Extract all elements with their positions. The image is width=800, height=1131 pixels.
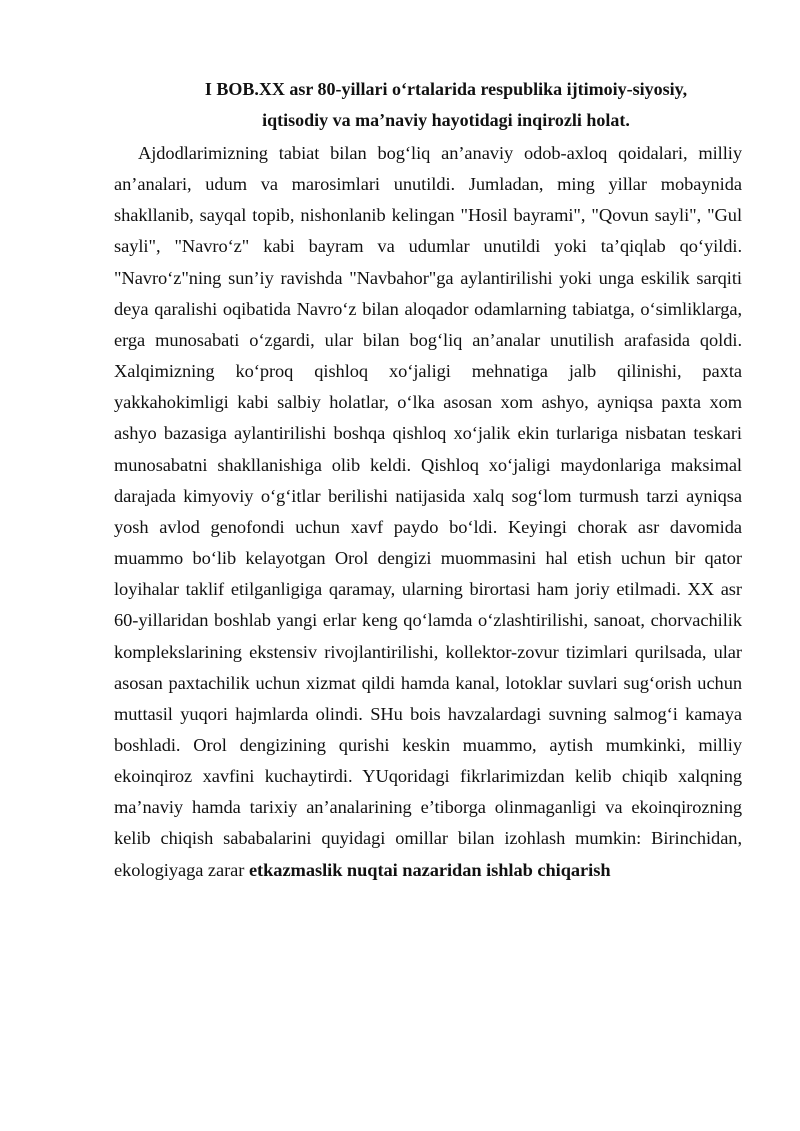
- body-paragraph-text: Ajdodlarimizning tabiat bilan bog‘liq an’anaviy odob-axloq qoidalari, milliy an’analari, udum va marosimlari unutildi. Jumladan, ming yillar mobaynida shakllanib, sayqal topib, nishonlanib kelingan "Hosil bayrami", "Qovun sayli", "Gul sayli", "Navro‘z" kabi bayram va udumlar unutildi yoki ta’qiqlab qo‘yildi. "Navro‘z"ning sun’iy ravishda "Navbahor"ga aylantirilishi yoki unga eskilik sarqiti deya qaralishi oqibatida Navro‘z bilan aloqador odamlarning tabiatga, o‘simliklarga, erga munosabati o‘zgardi, ular bilan bog‘liq an’analar unutilish arafasida qoldi. Xalqimizning ko‘proq qishloq xo‘jaligi mehnatiga jalb qilinishi, paxta yakkahokimligi kabi salbiy holatlar, o‘lka asosan xom ashyo, ayniqsa paxta xom ashyo bazasiga aylantirilishi boshqa qishloq xo‘jalik ekin turlariga nisbatan teskari munosabatni shakllanishiga olib keldi. Qishloq xo‘jaligi maydonlariga maksimal darajada kimyoviy o‘g‘itlar berilishi natijasida xalq sog‘lom turmush tarzi ayniqsa yosh avlod genofondi uchun xavf paydo bo‘ldi. Keyingi chorak asr davomida muammo bo‘lib kelayotgan Orol dengizi muommasini hal etish uchun bir qator loyihalar taklif etilganligiga qaramay, ularning birortasi ham joriy etilmadi. XX asr 60-yillaridan boshlab yangi erlar keng qo‘lamda o‘zlashtirilishi, sanoat, chorvachilik komplekslarining ekstensiv rivojlantirilishi, kollektor-zovur tizimlari qurilsada, ular asosan paxtachilik uchun xizmat qildi hamda kanal, lotoklar suvlari sug‘orish uchun muttasil yuqori hajmlarda olindi. SHu bois havzalardagi suvning salmog‘i kamaya boshladi. Orol dengizining qurishi keskin muammo, aytish mumkinki, milliy ekoinqiroz xavfini kuchaytirdi. YUqoridagi fikrlarimizdan kelib chiqib xalqning ma’naviy hamda tarixiy an’analarining e’tiborga olinmaganligi va ekoinqirozning kelib chiqish sababalarini quyidagi omillar bilan izohlash mumkin: Birinchidan, ekologiyaga zarar: [114, 143, 742, 880]
- document-page: [114, 74, 742, 886]
- chapter-heading-line-1: I BOB.XX asr 80-yillari o‘rtalarida respublika ijtimoiy-siyosiy,: [204, 79, 688, 99]
- body-paragraph: [114, 138, 742, 886]
- chapter-heading: [114, 74, 742, 136]
- body-paragraph-bold-text: etkazmaslik nuqtai nazaridan ishlab chiqarish: [248, 859, 611, 880]
- chapter-heading-line-2: iqtisodiy va ma’naviy hayotidagi inqirozli holat.: [262, 110, 630, 130]
